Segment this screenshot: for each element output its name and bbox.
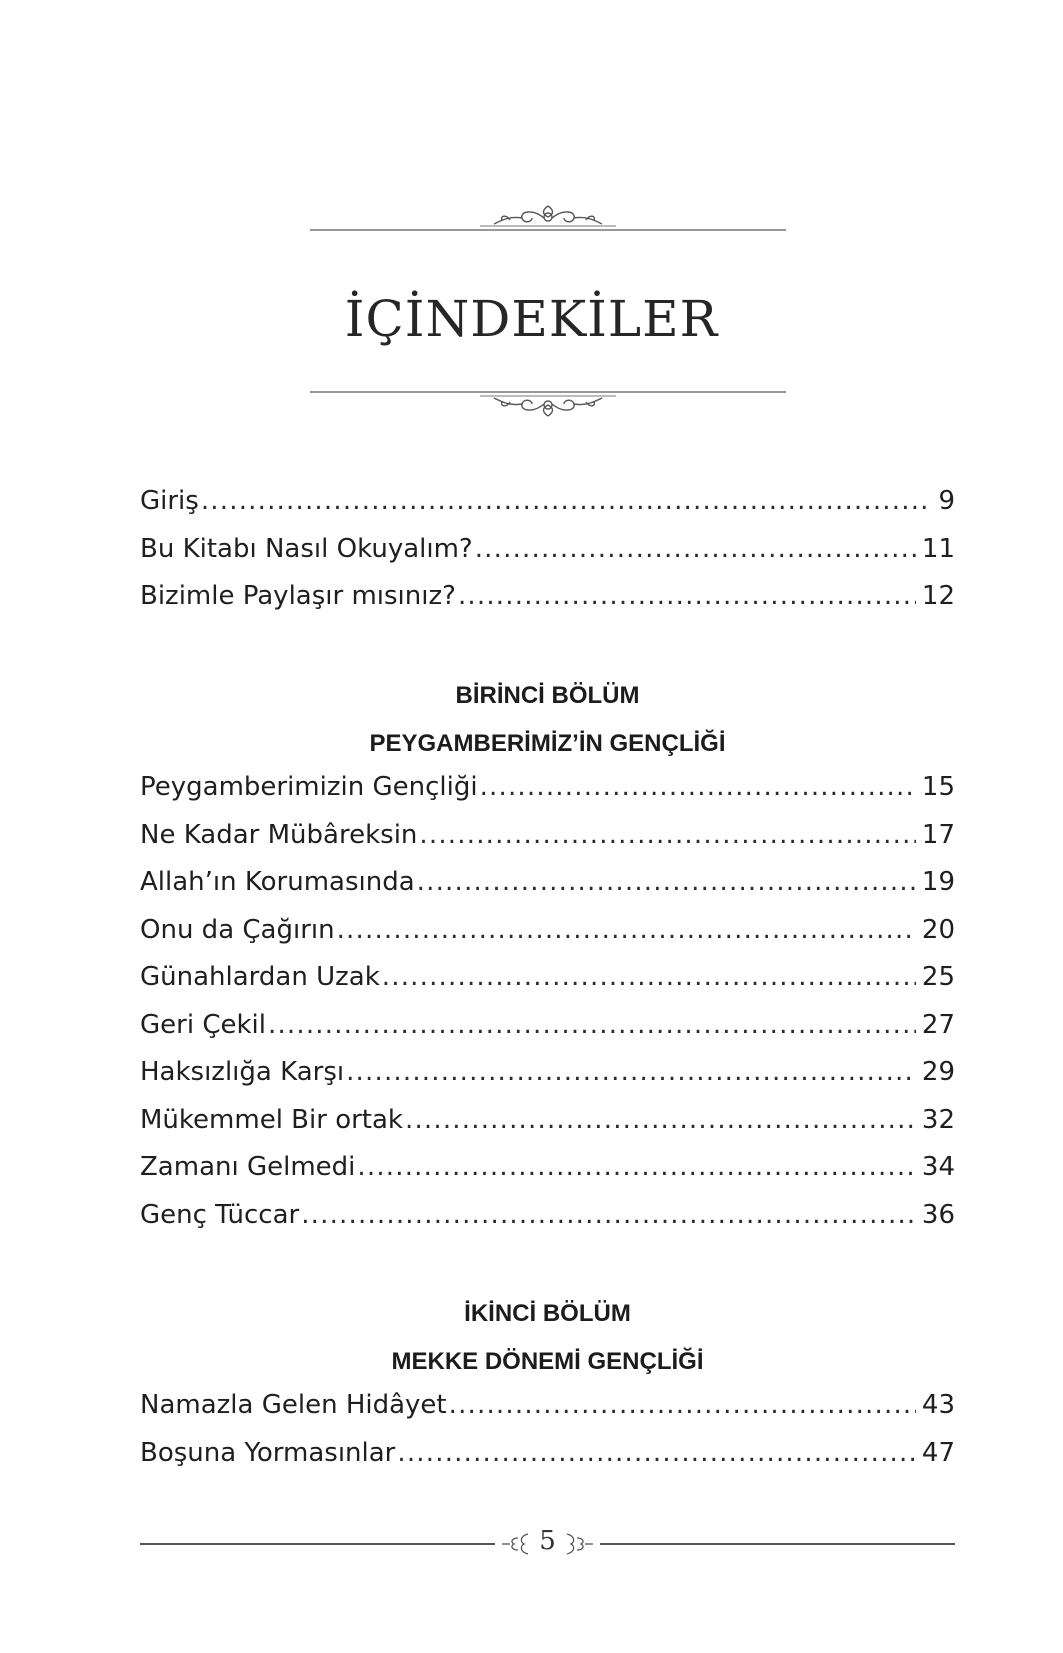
toc-entry-title: Ne Kadar Mübâreksin	[140, 819, 418, 850]
toc-entry-title: Bizimle Paylaşır mısınız?	[140, 581, 456, 611]
toc-entry-title: Bu Kitabı Nasıl Okuyalım?	[140, 533, 473, 564]
toc-entry-page: 43	[921, 1390, 955, 1420]
toc-entry-page: 15	[921, 772, 955, 802]
toc-entry-title: Mükemmel Bir ortak	[140, 1104, 403, 1135]
toc-entry-page: 29	[921, 1057, 955, 1087]
dot-leader	[458, 581, 916, 611]
toc-entry-page: 25	[921, 962, 955, 992]
toc-entry[interactable]	[140, 915, 955, 963]
section-2-heading	[140, 1290, 955, 1386]
toc-entry-page: 27	[921, 1009, 955, 1040]
dot-leader	[357, 1152, 916, 1182]
toc-entry[interactable]	[140, 962, 955, 1010]
footer-flourish-right-icon	[565, 1532, 595, 1556]
toc-entry-title: Onu da Çağırın	[140, 914, 335, 945]
toc-entry[interactable]	[140, 1057, 955, 1105]
toc-entry-title: Allah’ın Korumasında	[140, 867, 415, 897]
dot-leader	[382, 962, 916, 992]
top-ornament-divider	[310, 204, 786, 240]
page-title: İÇİNDEKİLER	[344, 290, 719, 348]
toc-entry-page: 32	[921, 1104, 955, 1135]
toc-entry-page: 36	[921, 1199, 955, 1230]
toc-entry-page: 34	[921, 1152, 955, 1182]
toc-entry[interactable]	[140, 581, 955, 629]
section-2-label: İKİNCİ BÖLÜM	[464, 1300, 631, 1327]
toc-entry[interactable]	[140, 1152, 955, 1200]
section-1-name: PEYGAMBERİMİZ’İN GENÇLİĞİ	[369, 730, 726, 757]
section-2-toc-list	[140, 1390, 955, 1485]
dot-leader	[301, 1200, 916, 1230]
toc-entry[interactable]	[140, 772, 955, 820]
dot-leader	[475, 534, 916, 564]
toc-entry[interactable]	[140, 1010, 955, 1058]
dot-leader	[337, 915, 916, 945]
section-1-label: BİRİNCİ BÖLÜM	[455, 682, 640, 709]
toc-entry-title: Giriş	[140, 486, 199, 516]
toc-entry-page: 12	[921, 581, 955, 611]
toc-entry-page: 17	[921, 819, 955, 850]
toc-entry-page: 9	[938, 486, 955, 516]
toc-entry-page: 20	[921, 914, 955, 945]
dot-leader	[449, 1390, 916, 1420]
section-1-toc-list	[140, 772, 955, 1247]
page-footer	[140, 1524, 955, 1564]
dot-leader	[405, 1105, 916, 1135]
toc-entry-title: Genç Tüccar	[140, 1199, 300, 1230]
toc-entry[interactable]	[140, 486, 955, 534]
intro-toc-list	[140, 486, 955, 629]
section-1-heading	[140, 672, 955, 768]
dot-leader	[397, 1438, 916, 1468]
dot-leader	[268, 1010, 916, 1040]
toc-entry-title: Peygamberimizin Gençliği	[140, 772, 478, 802]
toc-entry[interactable]	[140, 867, 955, 915]
section-2-name: MEKKE DÖNEMİ GENÇLİĞİ	[391, 1348, 704, 1375]
toc-entry-page: 47	[921, 1437, 955, 1468]
toc-entry-title: Zamanı Gelmedi	[140, 1152, 356, 1182]
dot-leader	[346, 1057, 916, 1087]
dot-leader	[419, 820, 916, 850]
toc-entry-page: 19	[921, 867, 955, 897]
toc-entry-title: Namazla Gelen Hidâyet	[140, 1390, 447, 1420]
dot-leader	[201, 486, 933, 516]
toc-entry-title: Geri Çekil	[140, 1009, 266, 1040]
dot-leader	[480, 772, 916, 802]
toc-entry-title: Boşuna Yormasınlar	[140, 1437, 396, 1468]
toc-entry-title: Günahlardan Uzak	[140, 962, 380, 992]
toc-entry[interactable]	[140, 1438, 955, 1486]
page-number: 5	[539, 1526, 556, 1556]
toc-entry[interactable]	[140, 1200, 955, 1248]
toc-entry-page: 11	[921, 533, 955, 564]
toc-entry[interactable]	[140, 1390, 955, 1438]
toc-entry-title: Haksızlığa Karşı	[140, 1057, 345, 1087]
dot-leader	[417, 867, 916, 897]
toc-entry[interactable]	[140, 534, 955, 582]
toc-entry[interactable]	[140, 1105, 955, 1153]
toc-entry[interactable]	[140, 820, 955, 868]
bottom-ornament-divider	[310, 386, 786, 422]
